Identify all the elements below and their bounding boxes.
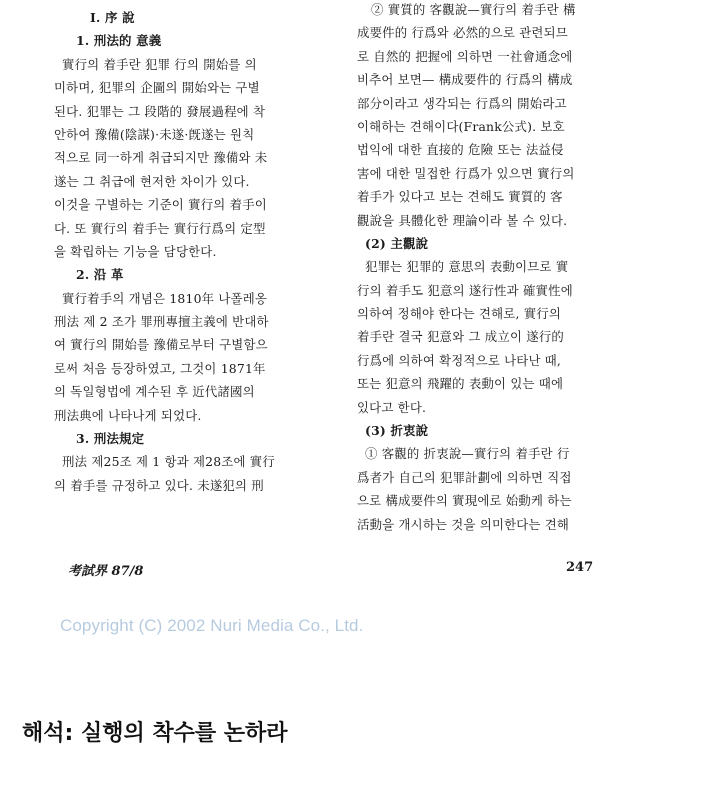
text-line: 여 實行의 開始를 豫備로부터 구별함으: [54, 337, 268, 353]
text-line: 刑法典에 나타나게 되었다.: [54, 407, 202, 423]
text-line: 으로 構成要件의 實現에로 始動케 하는: [357, 493, 572, 509]
text-line: 活動을 개시하는 것을 의미한다는 견해: [357, 516, 570, 532]
subsection-heading: (2) 主觀說: [365, 235, 429, 251]
journal-folio: 考試界 87/8: [68, 564, 144, 579]
text-line: 또는 犯意의 飛躍的 表動이 있는 때에: [357, 376, 564, 392]
page-caption: 해석: 실행의 착수를 논하라: [22, 721, 288, 746]
text-line: ① 客觀的 折衷說—實行의 着手란 行: [365, 446, 570, 462]
text-line: 爲者가 自己의 犯罪計劃에 의하면 직접: [357, 469, 572, 485]
text-line: 實行의 着手란 犯罪 行의 開始를 의: [62, 56, 257, 72]
text-line: ② 實質的 客觀說—實行의 着手란 構: [371, 2, 576, 17]
text-line: 로써 처음 등장하였고, 그것이 1871年: [54, 360, 266, 376]
right-text-column: [357, 0, 627, 536]
text-line: 遂는 그 취급에 현저한 차이가 있다.: [54, 173, 250, 189]
text-line: 行爲에 의하여 확정적으로 나타난 때,: [357, 352, 562, 368]
text-line: 害에 대한 밀접한 行爲가 있으면 實行의: [357, 165, 575, 181]
text-line: 의하여 정해야 한다는 견해로, 實行의: [357, 306, 562, 322]
text-line: 이것을 구별하는 기준이 實行의 着手이: [54, 197, 267, 213]
text-line: 行의 着手도 犯意의 遂行性과 確實性에: [357, 282, 573, 298]
text-line: 成要件的 行爲와 必然的으로 관련되므: [357, 25, 568, 41]
text-line: 된다. 犯罪는 그 段階的 發展過程에 착: [54, 103, 266, 119]
text-line: 법익에 대한 直接的 危險 또는 法益侵: [357, 142, 564, 158]
text-line: 部分이라고 생각되는 行爲의 開始라고: [357, 95, 567, 111]
text-line: 犯罪는 犯罪的 意思의 表動이므로 實: [365, 259, 569, 275]
text-line: 實行着手의 개념은 1810年 나폴레옹: [62, 290, 268, 306]
text-line: 의 독일형법에 계수된 후 近代諸國의: [54, 384, 255, 400]
text-line: 미하며, 犯罪의 企圖의 開始와는 구별: [54, 80, 260, 96]
text-line: 刑法 제 2 조가 罪刑專擅主義에 반대하: [54, 314, 269, 330]
page-number: 247: [566, 560, 594, 575]
text-line: 다. 또 實行의 着手는 實行行爲의 定型: [54, 220, 266, 236]
text-line: 적으로 同一하게 취급되지만 豫備와 未: [54, 150, 268, 166]
text-line: 의 着手를 규정하고 있다. 未遂犯의 刑: [54, 477, 264, 493]
text-line: 안하여 豫備(陰謀)·未遂·旣遂는 원칙: [54, 126, 255, 142]
text-line: 着手가 있다고 보는 견해도 實質的 客: [357, 189, 563, 205]
text-line: 이해하는 견해이다(Frank公式). 보호: [357, 118, 565, 134]
section-heading: Ⅰ. 序 說: [90, 10, 135, 25]
text-line: 着手란 결국 犯意와 그 成立이 遂行的: [357, 329, 565, 345]
text-line: 있다고 한다.: [357, 399, 427, 415]
left-text-column: [54, 6, 338, 497]
subsection-heading: 1. 刑法的 意義: [76, 33, 162, 49]
text-line: 觀說을 具體化한 理論이라 볼 수 있다.: [357, 212, 568, 228]
text-line: 로 自然的 把握에 의하면 一社會通念에: [357, 48, 573, 64]
text-line: 을 확립하는 기능을 담당한다.: [54, 243, 217, 259]
copyright-notice: Copyright (C) 2002 Nuri Media Co., Ltd.: [60, 616, 364, 635]
subsection-heading: (3) 折衷說: [365, 423, 429, 439]
subsection-heading: 2. 沿 革: [76, 267, 124, 283]
text-line: 刑法 제25조 제 1 항과 제28조에 實行: [62, 454, 275, 470]
text-line: 비추어 보면— 構成要件的 行爲의 構成: [357, 72, 573, 88]
subsection-heading: 3. 刑法規定: [76, 431, 145, 447]
